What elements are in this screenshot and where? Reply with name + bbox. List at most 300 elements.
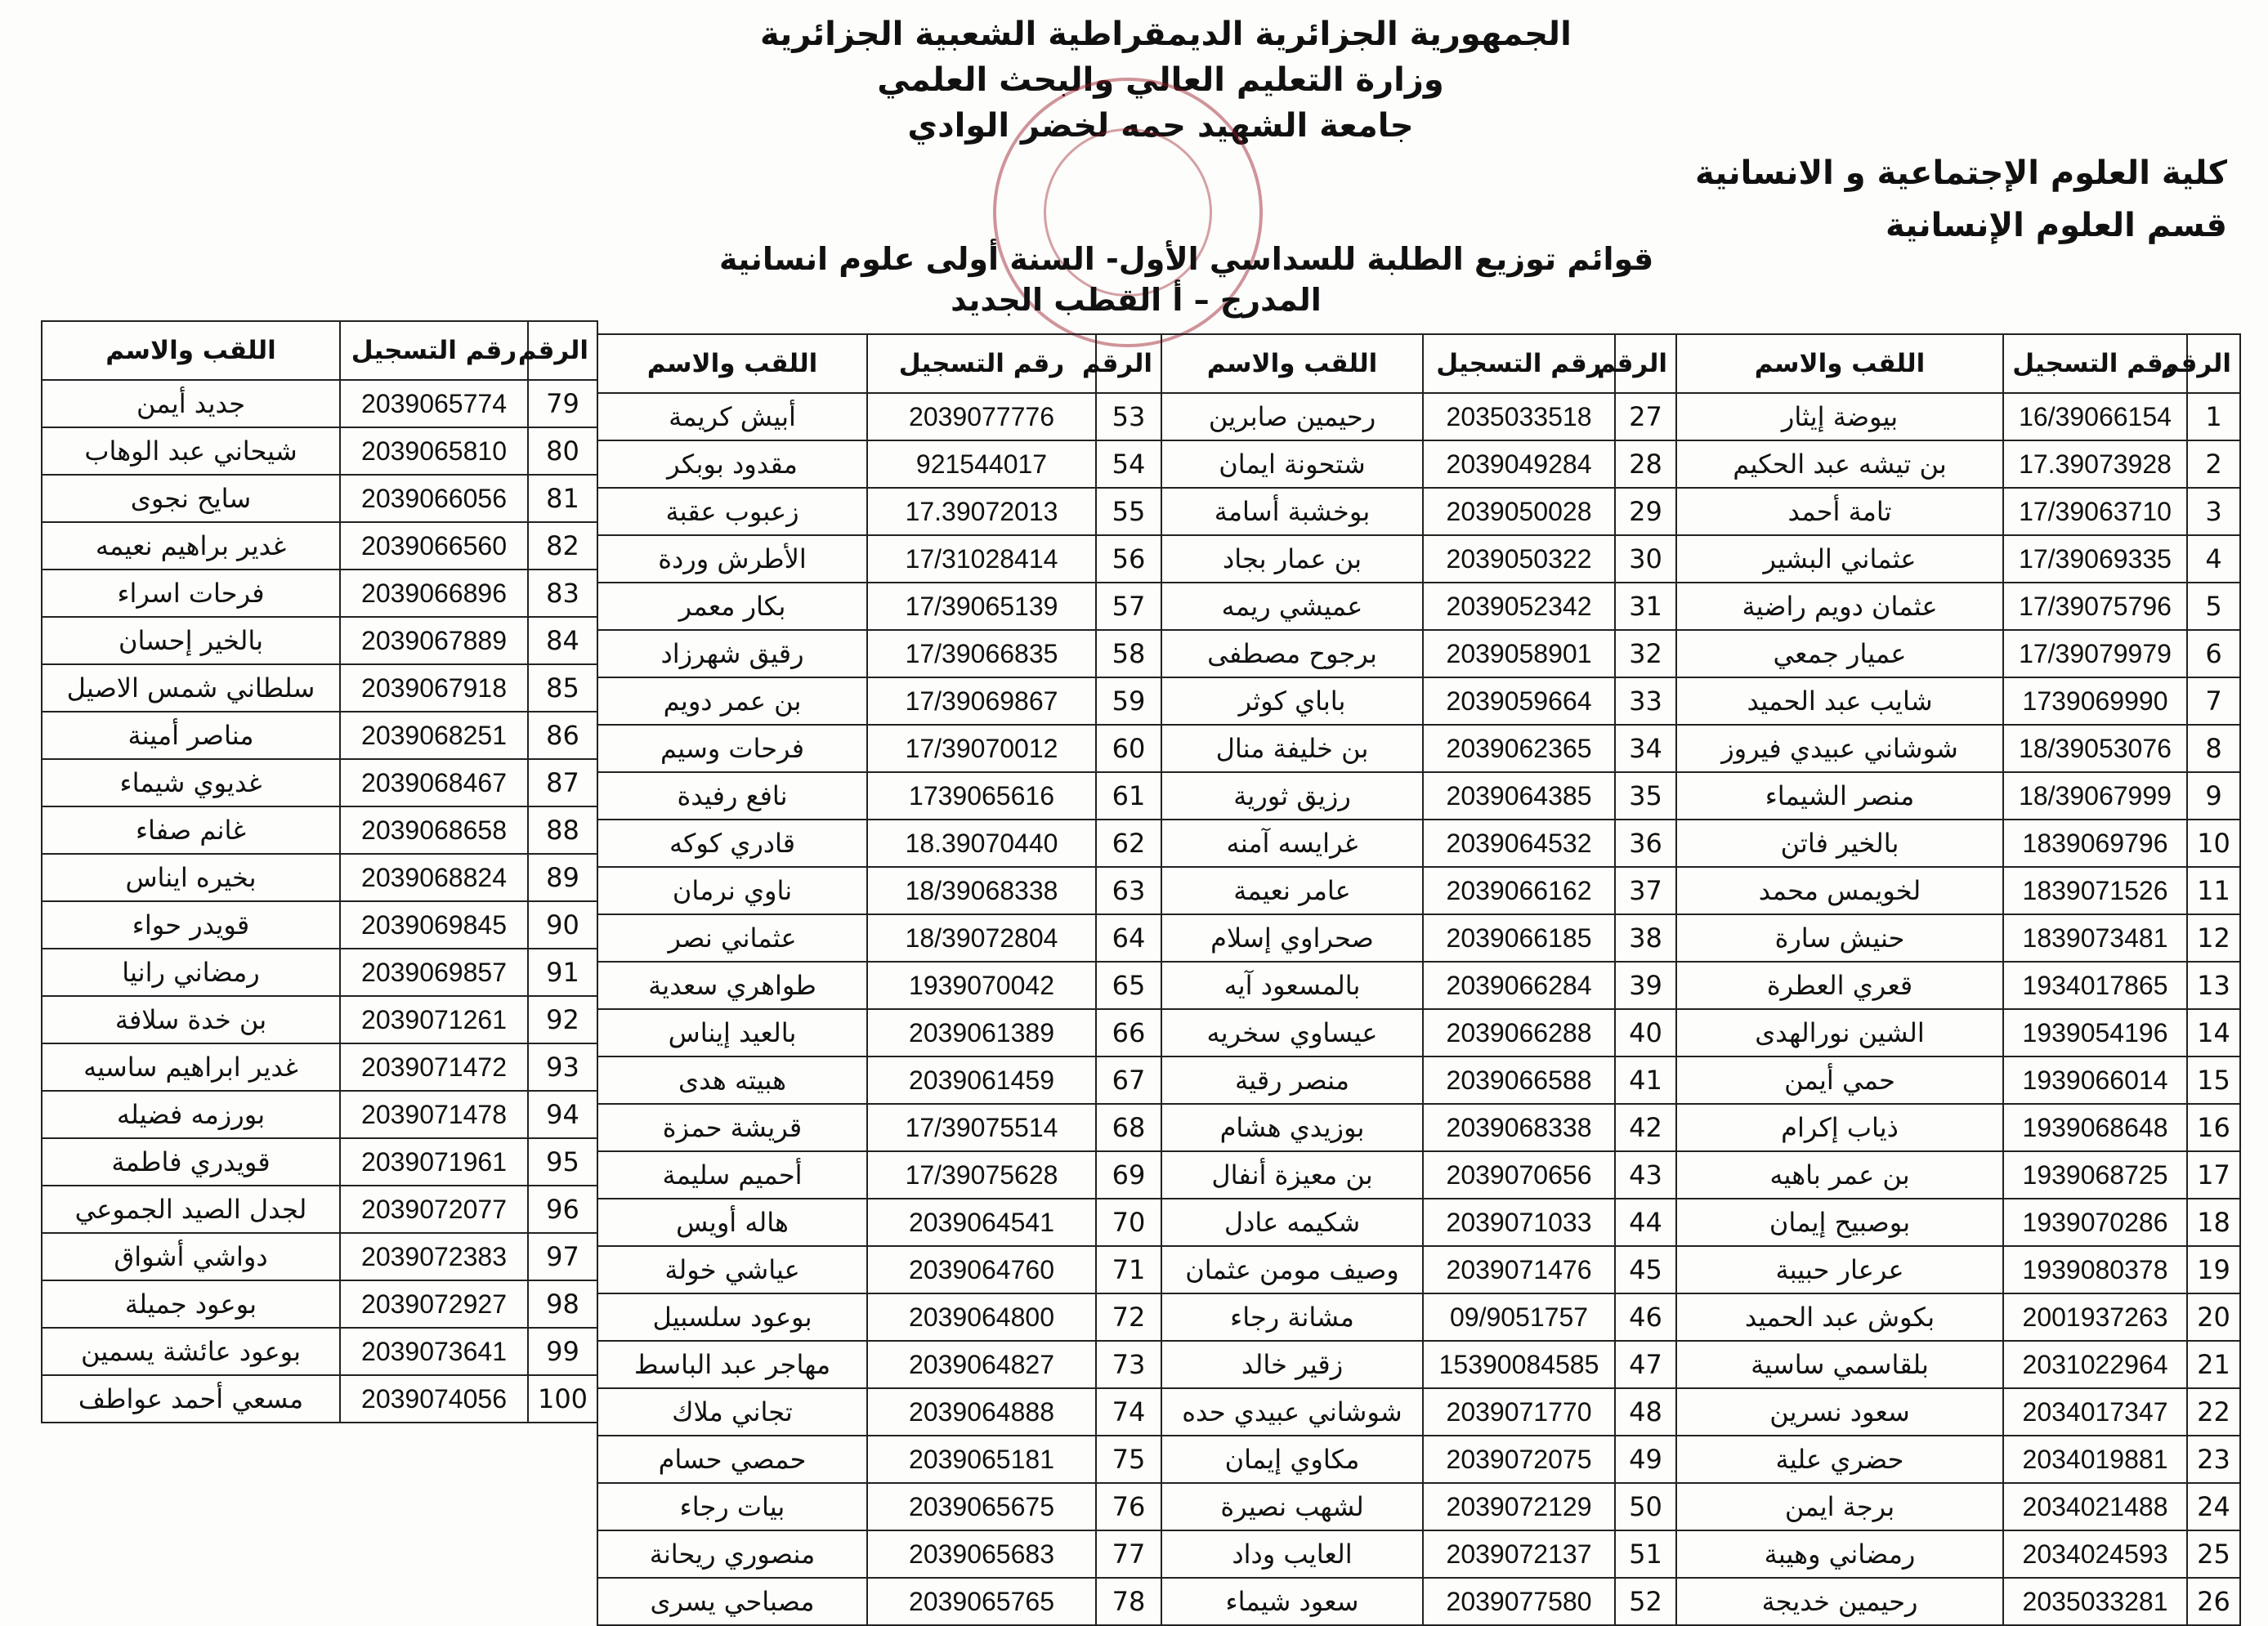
student-name: غانم صفاء [42, 806, 340, 854]
row-number: 54 [1096, 440, 1161, 488]
registration-number: 2034019881 [2003, 1436, 2187, 1483]
row-number: 17 [2187, 1151, 2240, 1199]
registration-number: 2039072137 [1423, 1530, 1615, 1578]
row-number: 14 [2187, 1009, 2240, 1056]
row-number: 71 [1096, 1246, 1161, 1293]
row-number: 81 [528, 475, 597, 522]
student-name: رزيق ثورية [1161, 772, 1423, 820]
row-number: 27 [1615, 393, 1676, 440]
student-name: سايح نجوى [42, 475, 340, 522]
student-name: فرحات وسيم [597, 725, 867, 772]
row-number: 91 [528, 949, 597, 996]
registration-number: 2039064532 [1423, 820, 1615, 867]
col-header-num: الرقم [1096, 334, 1161, 393]
student-name: الشين نورالهدى [1676, 1009, 2003, 1056]
department-name: قسم العلوم الإنسانية [1886, 207, 2227, 244]
table-row [597, 488, 1161, 535]
registration-number: 17/39075514 [867, 1104, 1096, 1151]
registration-number: 2039066896 [340, 570, 528, 617]
row-number: 74 [1096, 1388, 1161, 1436]
table-row [1161, 1341, 1676, 1388]
table-row [1161, 725, 1676, 772]
row-number: 70 [1096, 1199, 1161, 1246]
student-name: بالخير إحسان [42, 617, 340, 664]
row-number: 5 [2187, 583, 2240, 630]
registration-number: 2001937263 [2003, 1293, 2187, 1341]
roster-block-4 [41, 320, 598, 1423]
registration-number: 2034021488 [2003, 1483, 2187, 1530]
table-row [1161, 1246, 1676, 1293]
registration-number: 17/39069867 [867, 677, 1096, 725]
student-name: بورزمه فضيله [42, 1091, 340, 1138]
row-number: 11 [2187, 867, 2240, 914]
registration-number: 1939070286 [2003, 1199, 2187, 1246]
table-row [42, 1375, 597, 1423]
student-name: لشهب نصيرة [1161, 1483, 1423, 1530]
row-number: 39 [1615, 962, 1676, 1009]
row-number: 100 [528, 1375, 597, 1423]
registration-number: 2031022964 [2003, 1341, 2187, 1388]
student-name: سلطاني شمس الاصيل [42, 664, 340, 712]
row-number: 84 [528, 617, 597, 664]
row-number: 90 [528, 901, 597, 949]
registration-number: 2039072927 [340, 1280, 528, 1328]
student-name: بن عمر باهيه [1676, 1151, 2003, 1199]
row-number: 96 [528, 1186, 597, 1233]
row-number: 63 [1096, 867, 1161, 914]
registration-number: 17/39063710 [2003, 488, 2187, 535]
title-line-1: قوائم توزيع الطلبة للسداسي الأول- السنة أولى علوم انسانية [719, 241, 1654, 277]
row-number: 86 [528, 712, 597, 759]
registration-number: 2039071478 [340, 1091, 528, 1138]
student-name: بن معيزة أنفال [1161, 1151, 1423, 1199]
roster-block-3 [597, 333, 1162, 1626]
row-number: 62 [1096, 820, 1161, 867]
row-number: 45 [1615, 1246, 1676, 1293]
col-header-name: اللقب والاسم [42, 321, 340, 380]
table-row [1676, 820, 2240, 867]
student-name: شوشاني عبيدي فيروز [1676, 725, 2003, 772]
table-row [1161, 1199, 1676, 1246]
registration-number: 2039059664 [1423, 677, 1615, 725]
registration-number: 2039067918 [340, 664, 528, 712]
student-name: قريشة حمزة [597, 1104, 867, 1151]
table-row [1161, 1388, 1676, 1436]
registration-number: 17/39066835 [867, 630, 1096, 677]
registration-number: 1939068648 [2003, 1104, 2187, 1151]
registration-number: 1939070042 [867, 962, 1096, 1009]
registration-number: 2039064800 [867, 1293, 1096, 1341]
table-row [1676, 1056, 2240, 1104]
registration-number: 2039066185 [1423, 914, 1615, 962]
registration-number: 17/31028414 [867, 535, 1096, 583]
row-number: 36 [1615, 820, 1676, 867]
student-name: حمصي حسام [597, 1436, 867, 1483]
row-number: 21 [2187, 1341, 2240, 1388]
title-line-2: المدرج – أ القطب الجديد [951, 282, 1322, 318]
registration-number: 2039077580 [1423, 1578, 1615, 1625]
student-name: فرحات اسراء [42, 570, 340, 617]
row-number: 8 [2187, 725, 2240, 772]
row-number: 51 [1615, 1530, 1676, 1578]
table-row [42, 1091, 597, 1138]
table-row [597, 962, 1161, 1009]
row-number: 64 [1096, 914, 1161, 962]
table-row [42, 617, 597, 664]
registration-number: 2035033281 [2003, 1578, 2187, 1625]
table-row [1161, 583, 1676, 630]
table-row [1161, 677, 1676, 725]
registration-number: 2035033518 [1423, 393, 1615, 440]
table-row [597, 867, 1161, 914]
table-row [42, 664, 597, 712]
table-row [597, 1199, 1161, 1246]
table-row [1676, 1104, 2240, 1151]
registration-number: 1839073481 [2003, 914, 2187, 962]
table-row [1161, 1436, 1676, 1483]
student-name: رحيمين صابرين [1161, 393, 1423, 440]
registration-number: 17/39075628 [867, 1151, 1096, 1199]
registration-number: 2039064541 [867, 1199, 1096, 1246]
registration-number: 1739065616 [867, 772, 1096, 820]
row-number: 32 [1615, 630, 1676, 677]
row-number: 98 [528, 1280, 597, 1328]
table-row [597, 1151, 1161, 1199]
student-name: مصباحي يسرى [597, 1578, 867, 1625]
registration-number: 2039068338 [1423, 1104, 1615, 1151]
registration-number: 2039064827 [867, 1341, 1096, 1388]
student-name: هبيته هدى [597, 1056, 867, 1104]
col-header-reg: رقم التسجيل [1423, 334, 1615, 393]
table-row [42, 1328, 597, 1375]
row-number: 65 [1096, 962, 1161, 1009]
student-name: بوعود جميلة [42, 1280, 340, 1328]
table-row [1676, 1199, 2240, 1246]
row-number: 15 [2187, 1056, 2240, 1104]
registration-number: 18/39053076 [2003, 725, 2187, 772]
student-name: برجة ايمن [1676, 1483, 2003, 1530]
table-row [42, 759, 597, 806]
row-number: 85 [528, 664, 597, 712]
row-number: 35 [1615, 772, 1676, 820]
row-number: 97 [528, 1233, 597, 1280]
col-header-num: الرقم [1615, 334, 1676, 393]
col-header-reg: رقم التسجيل [2003, 334, 2187, 393]
registration-number: 2039064385 [1423, 772, 1615, 820]
registration-number: 17/39070012 [867, 725, 1096, 772]
table-row [42, 901, 597, 949]
student-name: أحميم سليمة [597, 1151, 867, 1199]
table-row [1161, 1104, 1676, 1151]
table-row [1161, 393, 1676, 440]
registration-number: 1839069796 [2003, 820, 2187, 867]
col-header-reg: رقم التسجيل [340, 321, 528, 380]
registration-number: 1739069990 [2003, 677, 2187, 725]
student-name: عثماني نصر [597, 914, 867, 962]
registration-number: 2039062365 [1423, 725, 1615, 772]
row-number: 48 [1615, 1388, 1676, 1436]
table-row [42, 1280, 597, 1328]
col-header-num: الرقم [528, 321, 597, 380]
registration-number: 2039065181 [867, 1436, 1096, 1483]
registration-number: 15390084585 [1423, 1341, 1615, 1388]
table-row [1161, 488, 1676, 535]
table-row [42, 427, 597, 475]
table-row [42, 712, 597, 759]
row-number: 40 [1615, 1009, 1676, 1056]
student-name: نافع رفيدة [597, 772, 867, 820]
registration-number: 2039077776 [867, 393, 1096, 440]
col-header-num: الرقم [2187, 334, 2240, 393]
student-name: وصيف مومن عثمان [1161, 1246, 1423, 1293]
table-row [42, 1043, 597, 1091]
student-name: بن عمر دويم [597, 677, 867, 725]
row-number: 80 [528, 427, 597, 475]
student-name: عياشي خولة [597, 1246, 867, 1293]
table-row [1676, 677, 2240, 725]
row-number: 10 [2187, 820, 2240, 867]
student-name: مناصر أمينة [42, 712, 340, 759]
table-row [1676, 1293, 2240, 1341]
student-name: عميار جمعي [1676, 630, 2003, 677]
header-line-country: الجمهورية الجزائرية الديمقراطية الشعبية الجزائرية [760, 16, 1572, 53]
student-name: بيوضة إيثار [1676, 393, 2003, 440]
col-header-name: اللقب والاسم [1676, 334, 2003, 393]
row-number: 82 [528, 522, 597, 570]
header-line-ministry: وزارة التعليم العالي والبحث العلمي [877, 61, 1444, 99]
student-name: زقير خالد [1161, 1341, 1423, 1388]
student-name: بالمسعود آيه [1161, 962, 1423, 1009]
registration-number: 2039050028 [1423, 488, 1615, 535]
row-number: 95 [528, 1138, 597, 1186]
row-number: 73 [1096, 1341, 1161, 1388]
registration-number: 17/39075796 [2003, 583, 2187, 630]
student-name: عميشي ريمه [1161, 583, 1423, 630]
table-row [597, 1530, 1161, 1578]
student-name: بخيره ايناس [42, 854, 340, 901]
student-name: بن خدة سلافة [42, 996, 340, 1043]
row-number: 88 [528, 806, 597, 854]
row-number: 44 [1615, 1199, 1676, 1246]
table-row [597, 914, 1161, 962]
student-name: العايب وداد [1161, 1530, 1423, 1578]
row-number: 61 [1096, 772, 1161, 820]
registration-number: 2039071472 [340, 1043, 528, 1091]
roster-block-1 [1675, 333, 2241, 1626]
table-row [42, 570, 597, 617]
student-name: قويدري فاطمة [42, 1138, 340, 1186]
registration-number: 2039061389 [867, 1009, 1096, 1056]
table-row [1161, 820, 1676, 867]
table-row [1676, 1436, 2240, 1483]
registration-number: 2039066560 [340, 522, 528, 570]
table-row [1161, 630, 1676, 677]
registration-number: 2039067889 [340, 617, 528, 664]
student-name: منصر الشيماء [1676, 772, 2003, 820]
table-row [42, 475, 597, 522]
registration-number: 2039052342 [1423, 583, 1615, 630]
row-number: 6 [2187, 630, 2240, 677]
table-row [1676, 914, 2240, 962]
faculty-name: كلية العلوم الإجتماعية و الانسانية [1694, 154, 2227, 192]
row-number: 52 [1615, 1578, 1676, 1625]
row-number: 60 [1096, 725, 1161, 772]
registration-number: 2039061459 [867, 1056, 1096, 1104]
registration-number: 1939080378 [2003, 1246, 2187, 1293]
col-header-reg: رقم التسجيل [867, 334, 1096, 393]
registration-number: 2039065765 [867, 1578, 1096, 1625]
table-row [42, 1186, 597, 1233]
table-row [597, 772, 1161, 820]
student-name: لخويمس محمد [1676, 867, 2003, 914]
student-name: بوخشبة أسامة [1161, 488, 1423, 535]
registration-number: 2039068251 [340, 712, 528, 759]
row-number: 4 [2187, 535, 2240, 583]
row-number: 9 [2187, 772, 2240, 820]
table-row [1161, 962, 1676, 1009]
registration-number: 09/9051757 [1423, 1293, 1615, 1341]
table-row [1676, 867, 2240, 914]
table-row [597, 535, 1161, 583]
student-name: ذياب إكرام [1676, 1104, 2003, 1151]
student-name: بكوش عبد الحميد [1676, 1293, 2003, 1341]
row-number: 46 [1615, 1293, 1676, 1341]
student-name: غدير براهيم نعيمه [42, 522, 340, 570]
table-row [42, 1233, 597, 1280]
table-row [1161, 1009, 1676, 1056]
registration-number: 2039073641 [340, 1328, 528, 1375]
student-name: شوشاني عبيدي حده [1161, 1388, 1423, 1436]
table-row [1676, 535, 2240, 583]
registration-number: 2039072383 [340, 1233, 528, 1280]
student-name: شايب عبد الحميد [1676, 677, 2003, 725]
registration-number: 18/39067999 [2003, 772, 2187, 820]
student-name: غدير ابراهيم ساسيه [42, 1043, 340, 1091]
student-name: قويدر حواء [42, 901, 340, 949]
row-number: 37 [1615, 867, 1676, 914]
row-number: 75 [1096, 1436, 1161, 1483]
row-number: 59 [1096, 677, 1161, 725]
student-name: طواهري سعدية [597, 962, 867, 1009]
student-name: مشانة رجاء [1161, 1293, 1423, 1341]
row-number: 43 [1615, 1151, 1676, 1199]
registration-number: 2039058901 [1423, 630, 1615, 677]
registration-number: 2039064760 [867, 1246, 1096, 1293]
row-number: 79 [528, 380, 597, 427]
row-number: 12 [2187, 914, 2240, 962]
table-row [1676, 1530, 2240, 1578]
row-number: 66 [1096, 1009, 1161, 1056]
table-row [597, 1009, 1161, 1056]
student-name: لجدل الصيد الجموعي [42, 1186, 340, 1233]
row-number: 16 [2187, 1104, 2240, 1151]
table-row [42, 1138, 597, 1186]
row-number: 28 [1615, 440, 1676, 488]
registration-number: 2039068824 [340, 854, 528, 901]
registration-number: 2039074056 [340, 1375, 528, 1423]
row-number: 93 [528, 1043, 597, 1091]
row-number: 68 [1096, 1104, 1161, 1151]
table-row [597, 677, 1161, 725]
table-row [42, 522, 597, 570]
registration-number: 17.39073928 [2003, 440, 2187, 488]
table-row [597, 1293, 1161, 1341]
registration-number: 2039049284 [1423, 440, 1615, 488]
row-number: 69 [1096, 1151, 1161, 1199]
row-number: 76 [1096, 1483, 1161, 1530]
row-number: 23 [2187, 1436, 2240, 1483]
student-name: رقيق شهرزاد [597, 630, 867, 677]
registration-number: 18/39072804 [867, 914, 1096, 962]
table-row [42, 380, 597, 427]
row-number: 42 [1615, 1104, 1676, 1151]
registration-number: 18/39068338 [867, 867, 1096, 914]
registration-number: 16/39066154 [2003, 393, 2187, 440]
student-name: تجاني ملاك [597, 1388, 867, 1436]
student-name: بن عمار بجاد [1161, 535, 1423, 583]
table-row [1161, 1578, 1676, 1625]
header-line-university: جامعة الشهيد حمه لخضر الوادي [907, 107, 1414, 145]
table-row [597, 1341, 1161, 1388]
registration-number: 2039066588 [1423, 1056, 1615, 1104]
row-number: 53 [1096, 393, 1161, 440]
student-name: دواشي أشواق [42, 1233, 340, 1280]
student-name: بوعود سلسبيل [597, 1293, 867, 1341]
registration-number: 1934017865 [2003, 962, 2187, 1009]
row-number: 99 [528, 1328, 597, 1375]
student-name: رمضاني رانيا [42, 949, 340, 996]
registration-number: 2039066288 [1423, 1009, 1615, 1056]
student-name: الأطرش وردة [597, 535, 867, 583]
table-row [1676, 962, 2240, 1009]
table-row [42, 996, 597, 1043]
row-number: 34 [1615, 725, 1676, 772]
student-name: عيساوي سخريه [1161, 1009, 1423, 1056]
row-number: 33 [1615, 677, 1676, 725]
student-name: بالعيد إيناس [597, 1009, 867, 1056]
student-name: بوزيدي هشام [1161, 1104, 1423, 1151]
table-row [1676, 1388, 2240, 1436]
registration-number: 2039071961 [340, 1138, 528, 1186]
row-number: 94 [528, 1091, 597, 1138]
row-number: 18 [2187, 1199, 2240, 1246]
student-name: مكاوي إيمان [1161, 1436, 1423, 1483]
row-number: 3 [2187, 488, 2240, 535]
registration-number: 2039072075 [1423, 1436, 1615, 1483]
table-row [1676, 772, 2240, 820]
student-name: بوصبيح إيمان [1676, 1199, 2003, 1246]
student-name: غرايسه آمنه [1161, 820, 1423, 867]
row-number: 72 [1096, 1293, 1161, 1341]
student-name: عثماني البشير [1676, 535, 2003, 583]
row-number: 55 [1096, 488, 1161, 535]
row-number: 56 [1096, 535, 1161, 583]
student-name: برجوح مصطفى [1161, 630, 1423, 677]
table-row [1676, 725, 2240, 772]
registration-number: 17/39079979 [2003, 630, 2187, 677]
table-row [1676, 1578, 2240, 1625]
row-number: 78 [1096, 1578, 1161, 1625]
list-title [719, 239, 1654, 320]
student-name: بيات رجاء [597, 1483, 867, 1530]
table-row [597, 440, 1161, 488]
registration-number: 1939066014 [2003, 1056, 2187, 1104]
table-row [597, 1436, 1161, 1483]
table-row [597, 1388, 1161, 1436]
table-row [1161, 440, 1676, 488]
student-name: باباي كوثر [1161, 677, 1423, 725]
student-name: رمضاني وهيبة [1676, 1530, 2003, 1578]
